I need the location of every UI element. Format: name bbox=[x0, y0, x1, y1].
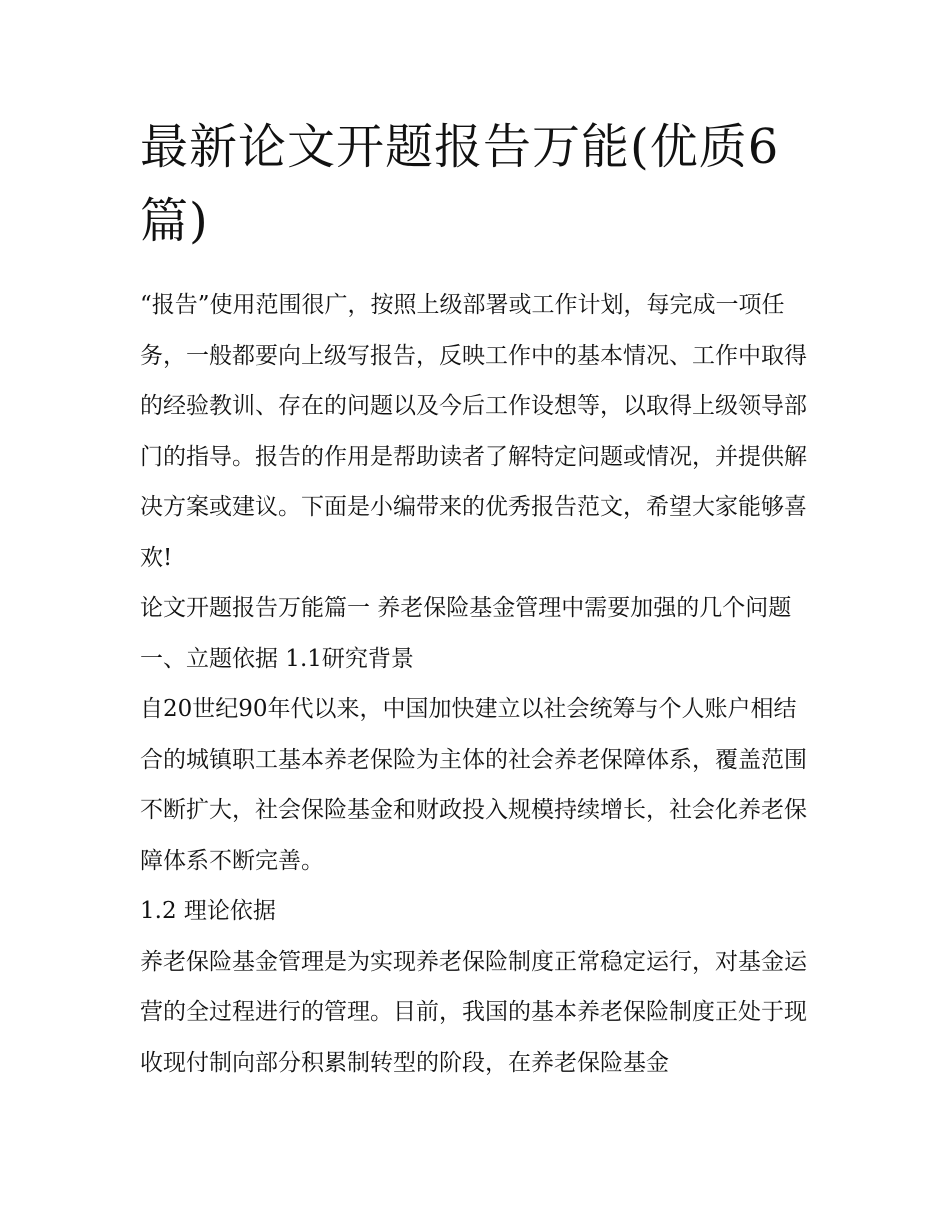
paragraph-background: 自20世纪90年代以来，中国加快建立以社会统筹与个人账户相结合的城镇职工基本养老保险为主体的社会养老保障体系，覆盖范围不断扩大，社会保险基金和财政投入规模持续增长，社会化养老保障体系不断完善。 bbox=[140, 696, 807, 874]
paragraph-section-one-heading: 论文开题报告万能篇一 养老保险基金管理中需要加强的几个问题 一、立题依据 1.1研究背景 bbox=[140, 595, 792, 672]
document-body bbox=[140, 280, 815, 1088]
paragraph-theory-heading: 1.2 理论依据 bbox=[140, 898, 276, 924]
document-title: 最新论文开题报告万能(优质6篇) bbox=[140, 119, 780, 249]
paragraph-theory: 养老保险基金管理是为实现养老保险制度正常稳定运行，对基金运营的全过程进行的管理。目前，我国的基本养老保险制度正处于现收现付制向部分积累制转型的阶段，在养老保险基金 bbox=[140, 948, 807, 1076]
paragraph-intro: “报告”使用范围很广，按照上级部署或工作计划，每完成一项任务，一般都要向上级写报告，反映工作中的基本情况、工作中取得的经验教训、存在的问题以及今后工作设想等，以取得上级领导部门的指导。报告的作用是帮助读者了解特定问题或情况，并提供解决方案或建议。下面是小编带来的优秀报告范文，希望大家能够喜欢! bbox=[140, 292, 807, 571]
